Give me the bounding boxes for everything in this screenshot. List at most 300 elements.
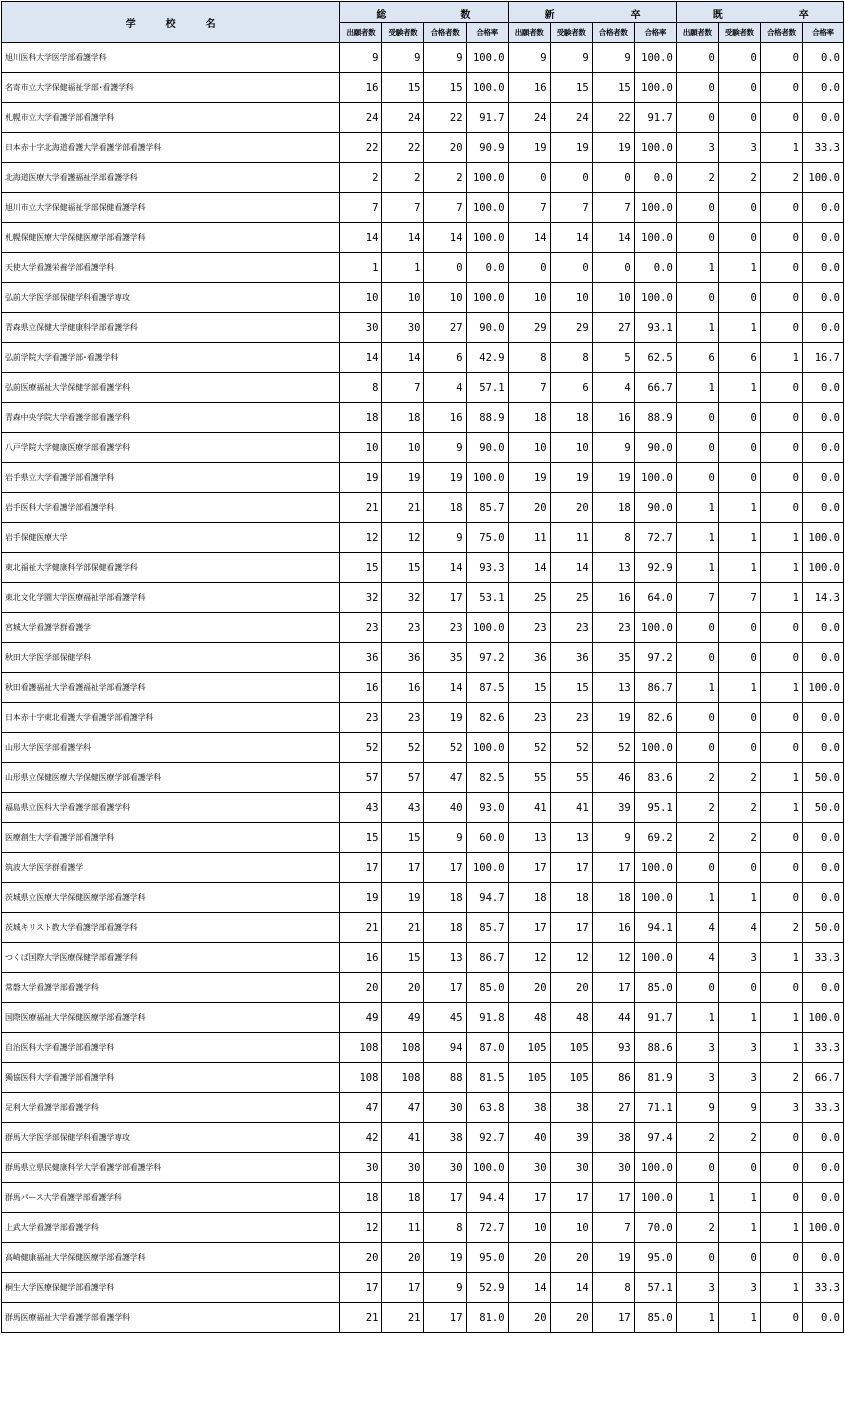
value-cell: 50.0 xyxy=(802,913,843,943)
value-cell: 10 xyxy=(508,433,550,463)
school-name-cell: 弘前学院大学看護学部･看護学科 xyxy=(2,343,340,373)
subheader-cell: 合格者数 xyxy=(760,23,802,43)
school-name-cell: 岩手保健医療大学 xyxy=(2,523,340,553)
value-cell: 0 xyxy=(676,643,718,673)
value-cell: 13 xyxy=(508,823,550,853)
value-cell: 2 xyxy=(760,913,802,943)
table-row xyxy=(2,373,844,403)
value-cell: 0.0 xyxy=(802,373,843,403)
value-cell: 9 xyxy=(592,433,634,463)
value-cell: 105 xyxy=(508,1063,550,1093)
value-cell: 0 xyxy=(718,43,760,73)
value-cell: 1 xyxy=(760,763,802,793)
value-cell: 12 xyxy=(550,943,592,973)
value-cell: 0.0 xyxy=(802,73,843,103)
school-name-cell: 旭川医科大学医学部看護学科 xyxy=(2,43,340,73)
value-cell: 90.9 xyxy=(466,133,508,163)
value-cell: 97.2 xyxy=(466,643,508,673)
value-cell: 85.0 xyxy=(634,973,676,1003)
value-cell: 0 xyxy=(760,643,802,673)
value-cell: 7 xyxy=(592,193,634,223)
value-cell: 32 xyxy=(340,583,382,613)
value-cell: 3 xyxy=(718,1273,760,1303)
value-cell: 10 xyxy=(550,283,592,313)
value-cell: 0 xyxy=(718,643,760,673)
value-cell: 69.2 xyxy=(634,823,676,853)
value-cell: 8 xyxy=(424,1213,466,1243)
school-name-cell: 群馬パース大学看護学部看護学科 xyxy=(2,1183,340,1213)
value-cell: 100.0 xyxy=(634,853,676,883)
value-cell: 14 xyxy=(592,223,634,253)
value-cell: 23 xyxy=(424,613,466,643)
value-cell: 0.0 xyxy=(802,463,843,493)
value-cell: 33.3 xyxy=(802,943,843,973)
value-cell: 7 xyxy=(718,583,760,613)
value-cell: 2 xyxy=(676,793,718,823)
group-header-total-right: 数 xyxy=(460,10,471,21)
value-cell: 75.0 xyxy=(466,523,508,553)
school-name-cell: 群馬医療福祉大学看護学部看護学科 xyxy=(2,1303,340,1333)
value-cell: 7 xyxy=(550,193,592,223)
subheader-cell: 受験者数 xyxy=(550,23,592,43)
value-cell: 16 xyxy=(340,673,382,703)
value-cell: 100.0 xyxy=(634,1153,676,1183)
value-cell: 91.7 xyxy=(634,103,676,133)
table-row xyxy=(2,283,844,313)
value-cell: 0 xyxy=(760,1243,802,1273)
value-cell: 100.0 xyxy=(802,1003,843,1033)
table-row xyxy=(2,193,844,223)
value-cell: 24 xyxy=(508,103,550,133)
table-row xyxy=(2,223,844,253)
value-cell: 2 xyxy=(340,163,382,193)
school-name-cell: 弘前医療福祉大学保健学部看護学科 xyxy=(2,373,340,403)
value-cell: 100.0 xyxy=(634,43,676,73)
school-name-header: 学 校 名 xyxy=(2,2,340,43)
value-cell: 18 xyxy=(592,883,634,913)
value-cell: 86.7 xyxy=(634,673,676,703)
value-cell: 47 xyxy=(424,763,466,793)
value-cell: 0.0 xyxy=(802,313,843,343)
value-cell: 1 xyxy=(382,253,424,283)
value-cell: 30 xyxy=(340,1153,382,1183)
school-name-cell: 名寄市立大学保健福祉学部･看護学科 xyxy=(2,73,340,103)
value-cell: 94.7 xyxy=(466,883,508,913)
value-cell: 0 xyxy=(760,73,802,103)
value-cell: 0 xyxy=(424,253,466,283)
value-cell: 93 xyxy=(592,1033,634,1063)
school-name-cell: 山形県立保健医療大学保健医療学部看護学科 xyxy=(2,763,340,793)
value-cell: 0.0 xyxy=(802,853,843,883)
table-row xyxy=(2,1093,844,1123)
value-cell: 3 xyxy=(676,1063,718,1093)
value-cell: 18 xyxy=(382,403,424,433)
table-row xyxy=(2,763,844,793)
value-cell: 8 xyxy=(592,1273,634,1303)
value-cell: 29 xyxy=(550,313,592,343)
value-cell: 7 xyxy=(508,193,550,223)
value-cell: 2 xyxy=(676,1213,718,1243)
subheader-cell: 出願者数 xyxy=(340,23,382,43)
value-cell: 18 xyxy=(424,913,466,943)
value-cell: 17 xyxy=(424,583,466,613)
value-cell: 4 xyxy=(676,913,718,943)
value-cell: 8 xyxy=(508,343,550,373)
value-cell: 7 xyxy=(382,373,424,403)
value-cell: 14 xyxy=(424,673,466,703)
value-cell: 17 xyxy=(592,853,634,883)
value-cell: 95.0 xyxy=(634,1243,676,1273)
value-cell: 0 xyxy=(760,433,802,463)
value-cell: 17 xyxy=(508,1183,550,1213)
value-cell: 9 xyxy=(718,1093,760,1123)
table-row xyxy=(2,1183,844,1213)
value-cell: 1 xyxy=(676,313,718,343)
value-cell: 1 xyxy=(676,523,718,553)
value-cell: 14 xyxy=(382,343,424,373)
value-cell: 16.7 xyxy=(802,343,843,373)
value-cell: 23 xyxy=(340,703,382,733)
value-cell: 100.0 xyxy=(802,553,843,583)
value-cell: 1 xyxy=(676,553,718,583)
value-cell: 86 xyxy=(592,1063,634,1093)
subheader-cell: 出願者数 xyxy=(676,23,718,43)
value-cell: 46 xyxy=(592,763,634,793)
value-cell: 1 xyxy=(760,133,802,163)
value-cell: 32 xyxy=(382,583,424,613)
value-cell: 105 xyxy=(508,1033,550,1063)
value-cell: 19 xyxy=(424,1243,466,1273)
value-cell: 19 xyxy=(508,133,550,163)
value-cell: 19 xyxy=(592,1243,634,1273)
value-cell: 0 xyxy=(676,193,718,223)
value-cell: 0 xyxy=(676,973,718,1003)
value-cell: 95.1 xyxy=(634,793,676,823)
value-cell: 100.0 xyxy=(802,1213,843,1243)
value-cell: 33.3 xyxy=(802,1093,843,1123)
value-cell: 17 xyxy=(424,853,466,883)
school-name-cell: 岩手県立大学看護学部看護学科 xyxy=(2,463,340,493)
value-cell: 38 xyxy=(592,1123,634,1153)
group-header-total-left: 総 xyxy=(376,10,387,21)
school-name-cell: 札幌市立大学看護学部看護学科 xyxy=(2,103,340,133)
value-cell: 9 xyxy=(550,43,592,73)
value-cell: 7 xyxy=(424,193,466,223)
value-cell: 6 xyxy=(676,343,718,373)
value-cell: 19 xyxy=(550,463,592,493)
value-cell: 10 xyxy=(340,283,382,313)
value-cell: 55 xyxy=(550,763,592,793)
value-cell: 108 xyxy=(340,1033,382,1063)
table-row xyxy=(2,1153,844,1183)
value-cell: 15 xyxy=(382,943,424,973)
value-cell: 21 xyxy=(340,913,382,943)
value-cell: 35 xyxy=(592,643,634,673)
value-cell: 0.0 xyxy=(466,253,508,283)
school-name-cell: 北海道医療大学看護福祉学部看護学科 xyxy=(2,163,340,193)
value-cell: 0 xyxy=(676,223,718,253)
value-cell: 9 xyxy=(424,823,466,853)
value-cell: 0 xyxy=(718,463,760,493)
value-cell: 0 xyxy=(718,1243,760,1273)
value-cell: 17 xyxy=(550,853,592,883)
value-cell: 19 xyxy=(424,703,466,733)
value-cell: 48 xyxy=(550,1003,592,1033)
value-cell: 0 xyxy=(592,253,634,283)
value-cell: 0 xyxy=(676,733,718,763)
school-name-cell: 常磐大学看護学部看護学科 xyxy=(2,973,340,1003)
school-name-cell: 八戸学院大学健康医療学部看護学科 xyxy=(2,433,340,463)
value-cell: 22 xyxy=(382,133,424,163)
value-cell: 1 xyxy=(760,793,802,823)
value-cell: 63.8 xyxy=(466,1093,508,1123)
value-cell: 4 xyxy=(718,913,760,943)
value-cell: 19 xyxy=(424,463,466,493)
value-cell: 81.0 xyxy=(466,1303,508,1333)
value-cell: 0 xyxy=(676,433,718,463)
value-cell: 36 xyxy=(508,643,550,673)
value-cell: 17 xyxy=(424,1183,466,1213)
value-cell: 90.0 xyxy=(466,313,508,343)
school-name-cell: 天使大学看護栄養学部看護学科 xyxy=(2,253,340,283)
value-cell: 2 xyxy=(760,163,802,193)
subheader-cell: 合格率 xyxy=(466,23,508,43)
school-name-cell: 山形大学医学部看護学科 xyxy=(2,733,340,763)
table-row xyxy=(2,1303,844,1333)
school-name-cell: 獨協医科大学看護学部看護学科 xyxy=(2,1063,340,1093)
value-cell: 14 xyxy=(340,343,382,373)
value-cell: 0.0 xyxy=(802,253,843,283)
value-cell: 18 xyxy=(424,493,466,523)
value-cell: 39 xyxy=(592,793,634,823)
value-cell: 24 xyxy=(550,103,592,133)
value-cell: 1 xyxy=(760,343,802,373)
value-cell: 0 xyxy=(592,163,634,193)
value-cell: 1 xyxy=(676,253,718,283)
value-cell: 18 xyxy=(424,883,466,913)
value-cell: 30 xyxy=(508,1153,550,1183)
value-cell: 19 xyxy=(592,703,634,733)
value-cell: 0.0 xyxy=(802,1183,843,1213)
school-name-cell: 筑波大学医学群看護学 xyxy=(2,853,340,883)
value-cell: 23 xyxy=(508,613,550,643)
value-cell: 88.9 xyxy=(466,403,508,433)
value-cell: 0 xyxy=(760,313,802,343)
value-cell: 11 xyxy=(508,523,550,553)
value-cell: 39 xyxy=(550,1123,592,1153)
value-cell: 25 xyxy=(550,583,592,613)
value-cell: 7 xyxy=(382,193,424,223)
table-row xyxy=(2,493,844,523)
value-cell: 0 xyxy=(718,973,760,1003)
value-cell: 21 xyxy=(340,1303,382,1333)
value-cell: 30 xyxy=(382,313,424,343)
value-cell: 105 xyxy=(550,1063,592,1093)
value-cell: 87.0 xyxy=(466,1033,508,1063)
value-cell: 87.5 xyxy=(466,673,508,703)
value-cell: 100.0 xyxy=(634,73,676,103)
value-cell: 82.5 xyxy=(466,763,508,793)
value-cell: 1 xyxy=(760,523,802,553)
subheader-cell: 合格率 xyxy=(634,23,676,43)
subheader-cell: 合格者数 xyxy=(424,23,466,43)
value-cell: 12 xyxy=(340,1213,382,1243)
table-row xyxy=(2,403,844,433)
value-cell: 2 xyxy=(718,163,760,193)
value-cell: 19 xyxy=(340,883,382,913)
value-cell: 18 xyxy=(340,1183,382,1213)
value-cell: 11 xyxy=(382,1213,424,1243)
value-cell: 19 xyxy=(550,133,592,163)
school-name-cell: 秋田看護福祉大学看護福祉学部看護学科 xyxy=(2,673,340,703)
value-cell: 17 xyxy=(424,973,466,1003)
value-cell: 22 xyxy=(340,133,382,163)
value-cell: 2 xyxy=(424,163,466,193)
value-cell: 15 xyxy=(382,823,424,853)
value-cell: 100.0 xyxy=(466,613,508,643)
value-cell: 33.3 xyxy=(802,1273,843,1303)
value-cell: 81.9 xyxy=(634,1063,676,1093)
school-name-cell: 岩手医科大学看護学部看護学科 xyxy=(2,493,340,523)
value-cell: 0 xyxy=(760,823,802,853)
value-cell: 0.0 xyxy=(802,643,843,673)
value-cell: 12 xyxy=(340,523,382,553)
table-row xyxy=(2,793,844,823)
value-cell: 23 xyxy=(550,703,592,733)
value-cell: 20 xyxy=(550,1243,592,1273)
table-row xyxy=(2,703,844,733)
value-cell: 100.0 xyxy=(466,163,508,193)
value-cell: 0 xyxy=(760,703,802,733)
value-cell: 45 xyxy=(424,1003,466,1033)
value-cell: 1 xyxy=(676,883,718,913)
value-cell: 9 xyxy=(424,433,466,463)
value-cell: 1 xyxy=(676,1003,718,1033)
value-cell: 0 xyxy=(718,853,760,883)
value-cell: 13 xyxy=(592,553,634,583)
value-cell: 10 xyxy=(382,283,424,313)
value-cell: 18 xyxy=(340,403,382,433)
value-cell: 0.0 xyxy=(802,433,843,463)
value-cell: 2 xyxy=(718,793,760,823)
value-cell: 19 xyxy=(340,463,382,493)
value-cell: 6 xyxy=(424,343,466,373)
subheader-cell: 出願者数 xyxy=(508,23,550,43)
value-cell: 81.5 xyxy=(466,1063,508,1093)
table-row xyxy=(2,1123,844,1153)
value-cell: 18 xyxy=(382,1183,424,1213)
value-cell: 91.8 xyxy=(466,1003,508,1033)
value-cell: 14 xyxy=(424,223,466,253)
value-cell: 0 xyxy=(508,253,550,283)
value-cell: 23 xyxy=(382,613,424,643)
value-cell: 1 xyxy=(676,493,718,523)
value-cell: 21 xyxy=(382,493,424,523)
value-cell: 14 xyxy=(340,223,382,253)
value-cell: 10 xyxy=(424,283,466,313)
value-cell: 90.0 xyxy=(466,433,508,463)
table-row xyxy=(2,463,844,493)
value-cell: 4 xyxy=(592,373,634,403)
value-cell: 0.0 xyxy=(634,253,676,283)
value-cell: 97.2 xyxy=(634,643,676,673)
value-cell: 16 xyxy=(340,943,382,973)
value-cell: 9 xyxy=(508,43,550,73)
table-header xyxy=(2,2,844,43)
value-cell: 18 xyxy=(508,403,550,433)
subheader-cell: 合格者数 xyxy=(592,23,634,43)
value-cell: 0 xyxy=(760,103,802,133)
value-cell: 17 xyxy=(592,1303,634,1333)
value-cell: 100.0 xyxy=(802,163,843,193)
value-cell: 20 xyxy=(508,493,550,523)
value-cell: 0.0 xyxy=(802,1243,843,1273)
value-cell: 100.0 xyxy=(634,1183,676,1213)
value-cell: 52 xyxy=(382,733,424,763)
value-cell: 0 xyxy=(760,1183,802,1213)
table-row xyxy=(2,1003,844,1033)
school-name-cell: 国際医療福祉大学保健医療学部看護学科 xyxy=(2,1003,340,1033)
value-cell: 0.0 xyxy=(802,193,843,223)
value-cell: 0 xyxy=(760,1303,802,1333)
value-cell: 91.7 xyxy=(634,1003,676,1033)
value-cell: 14 xyxy=(550,223,592,253)
value-cell: 6 xyxy=(718,343,760,373)
value-cell: 57.1 xyxy=(634,1273,676,1303)
value-cell: 17 xyxy=(382,1273,424,1303)
value-cell: 0 xyxy=(760,733,802,763)
value-cell: 1 xyxy=(718,1213,760,1243)
value-cell: 92.7 xyxy=(466,1123,508,1153)
value-cell: 21 xyxy=(340,493,382,523)
value-cell: 7 xyxy=(676,583,718,613)
value-cell: 17 xyxy=(550,913,592,943)
value-cell: 8 xyxy=(592,523,634,553)
value-cell: 30 xyxy=(424,1093,466,1123)
school-name-cell: 日本赤十字東北看護大学看護学部看護学科 xyxy=(2,703,340,733)
value-cell: 100.0 xyxy=(466,73,508,103)
value-cell: 11 xyxy=(550,523,592,553)
value-cell: 1 xyxy=(676,373,718,403)
value-cell: 20 xyxy=(382,1243,424,1273)
value-cell: 0 xyxy=(718,733,760,763)
value-cell: 1 xyxy=(760,583,802,613)
value-cell: 1 xyxy=(718,1003,760,1033)
table-row xyxy=(2,1063,844,1093)
value-cell: 0 xyxy=(676,1243,718,1273)
value-cell: 3 xyxy=(676,133,718,163)
table-row xyxy=(2,313,844,343)
value-cell: 1 xyxy=(718,883,760,913)
value-cell: 40 xyxy=(424,793,466,823)
value-cell: 0 xyxy=(760,43,802,73)
value-cell: 8 xyxy=(550,343,592,373)
value-cell: 47 xyxy=(340,1093,382,1123)
table-row xyxy=(2,343,844,373)
value-cell: 3 xyxy=(718,133,760,163)
table-row xyxy=(2,73,844,103)
group-header-new-right: 卒 xyxy=(630,10,641,21)
school-name-cell: 青森中央学院大学看護学部看護学科 xyxy=(2,403,340,433)
table-row xyxy=(2,943,844,973)
value-cell: 16 xyxy=(592,403,634,433)
value-cell: 82.6 xyxy=(634,703,676,733)
school-name-cell: つくば国際大学医療保健学部看護学科 xyxy=(2,943,340,973)
value-cell: 20 xyxy=(340,973,382,1003)
value-cell: 1 xyxy=(760,1033,802,1063)
value-cell: 0 xyxy=(760,403,802,433)
value-cell: 15 xyxy=(382,73,424,103)
